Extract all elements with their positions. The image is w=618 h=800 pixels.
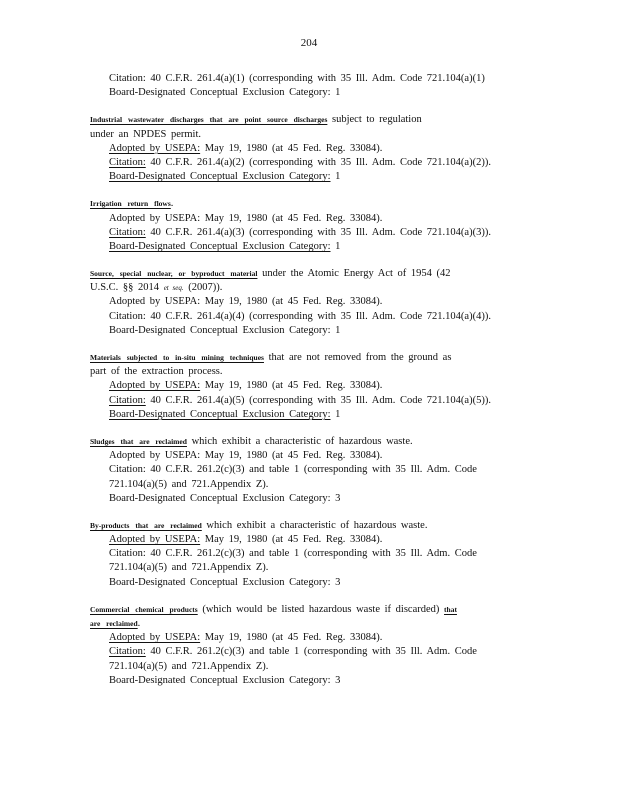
adopted-line xyxy=(90,142,535,156)
category-line: Board-Designated Conceptual Exclusion Category: 3 xyxy=(109,674,341,686)
entry-heading-rest: . xyxy=(170,198,174,210)
citation-line: Citation: 40 C.F.R. 261.4(a)(4) (corresponding with 35 Ill. Adm. Code 721.104(a)(4)). xyxy=(109,310,491,322)
entry-heading-rest: (which would be listed hazardous waste if discarded) xyxy=(197,603,445,615)
adopted-label: Adopted by USEPA: xyxy=(109,534,201,546)
entry-heading: By-products that are reclaimed xyxy=(90,520,202,530)
entry-heading: Commercial chemical products xyxy=(90,604,198,614)
adopted-line xyxy=(90,379,535,393)
citation-continuation: 721.104(a)(5) and 721.Appendix Z). xyxy=(109,660,269,672)
entry-heading: Sludges that are reclaimed xyxy=(90,436,187,446)
adopted-text: May 19, 1980 (at 45 Fed. Reg. 33084). xyxy=(200,380,383,392)
category-line: Board-Designated Conceptual Exclusion Category: 1 xyxy=(109,324,341,336)
citation-line: Citation: 40 C.F.R. 261.2(c)(3) and table 1 (corresponding with 35 Ill. Adm. Code xyxy=(109,464,477,476)
entry-heading-line xyxy=(90,603,535,617)
adopted-label: Adopted by USEPA: xyxy=(109,142,201,154)
category-value: 1 xyxy=(330,408,341,420)
exclusion-entry xyxy=(90,435,535,506)
citation-line xyxy=(90,156,535,170)
entry-heading-line xyxy=(90,113,535,127)
entry-heading-line xyxy=(90,267,535,281)
adopted-label: Adopted by USEPA: xyxy=(109,380,201,392)
entry-continuation xyxy=(90,617,535,631)
citation-line: Citation: 40 C.F.R. 261.4(a)(1) (corresponding with 35 Ill. Adm. Code 721.104(a)(1) xyxy=(109,73,485,84)
category-label: Board-Designated Conceptual Exclusion Category: xyxy=(109,240,331,252)
adopted-text: May 19, 1980 (at 45 Fed. Reg. 33084). xyxy=(200,142,383,154)
entry-heading-tail: that xyxy=(444,604,457,614)
page-number: 204 xyxy=(300,37,318,49)
continuation-text: U.S.C. §§ 2014 xyxy=(90,282,164,294)
adopted-line xyxy=(90,631,535,645)
et-seq-text: et seq. xyxy=(163,284,184,293)
continuation-heading: are reclaimed xyxy=(90,619,138,628)
citation-line: Citation: 40 C.F.R. 261.2(c)(3) and table 1 (corresponding with 35 Ill. Adm. Code xyxy=(109,548,477,560)
exclusion-entry xyxy=(90,113,535,184)
citation-continuation: 721.104(a)(5) and 721.Appendix Z). xyxy=(109,478,269,490)
citation-line xyxy=(90,226,535,240)
exclusion-entry xyxy=(90,267,535,338)
category-line: Board-Designated Conceptual Exclusion Category: 1 xyxy=(109,87,341,99)
exclusion-entry xyxy=(90,603,535,688)
entry-continuation xyxy=(90,281,535,295)
adopted-line: Adopted by USEPA: May 19, 1980 (at 45 Fed. Reg. 33084). xyxy=(109,212,383,224)
citation-text: 40 C.F.R. 261.2(c)(3) and table 1 (corresponding with 35 Ill. Adm. Code xyxy=(145,646,477,658)
adopted-line: Adopted by USEPA: May 19, 1980 (at 45 Fed. Reg. 33084). xyxy=(109,296,383,308)
continuation-rest: . xyxy=(137,618,141,629)
exclusion-entry xyxy=(90,519,535,590)
entry-heading-line xyxy=(90,197,535,211)
citation-text: 40 C.F.R. 261.4(a)(2) (corresponding with 35 Ill. Adm. Code 721.104(a)(2)). xyxy=(145,156,491,168)
continuation-tail: (2007)). xyxy=(183,282,223,294)
category-line xyxy=(90,240,535,254)
category-line: Board-Designated Conceptual Exclusion Category: 3 xyxy=(109,492,341,504)
citation-line xyxy=(90,394,535,408)
entry-heading-rest: which exhibit a characteristic of hazardous waste. xyxy=(186,435,413,447)
document-body xyxy=(90,72,535,688)
entry-heading: Source, special nuclear, or byproduct material xyxy=(90,269,258,279)
adopted-line: Adopted by USEPA: May 19, 1980 (at 45 Fed. Reg. 33084). xyxy=(109,450,383,462)
citation-text: 40 C.F.R. 261.4(a)(3) (corresponding with 35 Ill. Adm. Code 721.104(a)(3)). xyxy=(145,226,491,238)
adopted-line xyxy=(90,533,535,547)
entry-heading: Irrigation return flows xyxy=(90,199,171,209)
adopted-label: Adopted by USEPA: xyxy=(109,632,201,644)
entry-heading-rest: subject to regulation xyxy=(327,114,422,126)
entry-heading-line xyxy=(90,519,535,533)
citation-label: Citation: xyxy=(109,394,146,406)
citation-label: Citation: xyxy=(109,156,146,168)
entry-continuation: part of the extraction process. xyxy=(90,366,223,378)
entry-continuation: under an NPDES permit. xyxy=(90,128,201,140)
citation-line xyxy=(90,645,535,659)
category-value: 1 xyxy=(330,240,341,252)
category-label: Board-Designated Conceptual Exclusion Category: xyxy=(109,408,331,420)
entry-heading-rest: that are not removed from the ground as xyxy=(263,352,452,363)
adopted-text: May 19, 1980 (at 45 Fed. Reg. 33084). xyxy=(200,632,383,644)
entry-heading-line xyxy=(90,351,535,365)
category-line xyxy=(90,408,535,422)
exclusion-entry xyxy=(90,351,535,422)
category-line: Board-Designated Conceptual Exclusion Category: 3 xyxy=(109,576,341,588)
entry-heading-rest: which exhibit a characteristic of hazardous waste. xyxy=(201,519,428,531)
citation-continuation: 721.104(a)(5) and 721.Appendix Z). xyxy=(109,562,269,574)
category-line xyxy=(90,170,535,184)
citation-label: Citation: xyxy=(109,646,146,658)
citation-label: Citation: xyxy=(109,226,146,238)
citation-text: 40 C.F.R. 261.4(a)(5) (corresponding with 35 Ill. Adm. Code 721.104(a)(5)). xyxy=(145,394,491,406)
category-label: Board-Designated Conceptual Exclusion Category: xyxy=(109,171,331,183)
entry-heading: Industrial wastewater discharges that are point source discharges xyxy=(90,115,328,125)
entry-heading: Materials subjected to in-situ mining techniques xyxy=(90,353,264,362)
category-value: 1 xyxy=(330,171,341,183)
entry-heading-rest: under the Atomic Energy Act of 1954 (42 xyxy=(257,268,451,280)
entry-heading-line xyxy=(90,435,535,449)
adopted-text: May 19, 1980 (at 45 Fed. Reg. 33084). xyxy=(200,534,383,546)
exclusion-entry xyxy=(90,197,535,254)
